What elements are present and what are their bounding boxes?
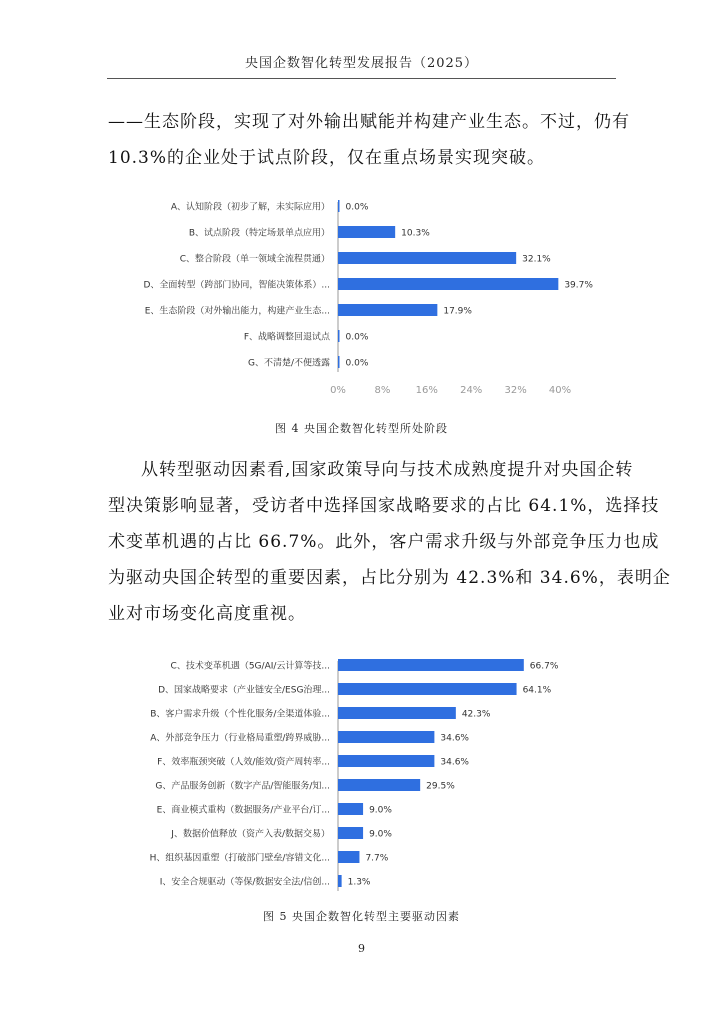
category-label: F、效率瓶颈突破（人效/能效/资产周转率... <box>157 757 330 768</box>
bar <box>338 659 524 671</box>
data-label: 0.0% <box>345 202 369 213</box>
bar <box>338 683 517 695</box>
category-label: I、安全合规驱动（等保/数据安全法/信创... <box>159 877 330 888</box>
category-label: D、全面转型（跨部门协同，智能决策体系）... <box>143 280 330 291</box>
bar <box>338 226 395 238</box>
data-label: 34.6% <box>440 757 469 768</box>
x-tick-label: 8% <box>374 385 391 396</box>
paragraph-2-line: 术变革机遇的占比 66.7%。此外，客户需求升级与外部竞争压力也成 <box>108 532 660 552</box>
paragraph-2-line: 从转型驱动因素看,国家政策导向与技术成熟度提升对央国企转 <box>141 460 634 480</box>
category-label: B、试点阶段（特定场景单点应用） <box>188 228 330 239</box>
running-header: 央国企数智化转型发展报告（2025） <box>244 56 479 71</box>
paragraph-2-line: 业对市场变化高度重视。 <box>108 604 306 624</box>
data-label: 9.0% <box>369 829 392 840</box>
figure-4-caption: 图 4 央国企数智化转型所处阶段 <box>275 422 448 435</box>
bar <box>338 200 340 212</box>
figure-5-caption: 图 5 央国企数智化转型主要驱动因素 <box>263 910 460 923</box>
x-tick-label: 16% <box>415 385 438 396</box>
category-label: E、商业模式重构（数据服务/产业平台/订... <box>156 805 330 816</box>
category-label: F、战略调整回退试点 <box>243 332 330 343</box>
data-label: 66.7% <box>529 661 559 672</box>
x-tick-label: 40% <box>548 385 572 396</box>
data-label: 17.9% <box>443 306 472 317</box>
data-label: 10.3% <box>401 228 430 239</box>
driver-bar-chart <box>0 650 723 900</box>
bar <box>338 707 456 719</box>
data-label: 34.6% <box>440 733 469 744</box>
data-label: 1.3% <box>347 877 371 888</box>
category-label: D、国家战略要求（产业链安全/ESG治理... <box>158 685 330 696</box>
data-label: 32.1% <box>522 254 551 265</box>
x-tick-label: 0% <box>330 385 346 396</box>
category-label: A、外部竞争压力（行业格局重塑/跨界威胁... <box>150 733 330 744</box>
stage-bar-chart <box>0 192 723 397</box>
bar <box>338 803 363 815</box>
bar <box>338 278 558 290</box>
page-number: 9 <box>358 942 365 955</box>
data-label: 39.7% <box>564 280 593 291</box>
paragraph-1-line: 10.3%的企业处于试点阶段，仅在重点场景实现突破。 <box>108 148 546 168</box>
bar <box>338 252 516 264</box>
category-label: G、产品服务创新（数字产品/智能服务/知... <box>155 781 330 792</box>
bar <box>338 875 342 887</box>
bar <box>338 330 340 342</box>
bar <box>338 851 359 863</box>
data-label: 64.1% <box>522 685 552 696</box>
paragraph-2-line: 为驱动央国企转型的重要因素，占比分别为 42.3%和 34.6%，表明企 <box>108 568 671 588</box>
data-label: 0.0% <box>345 332 369 343</box>
data-label: 0.0% <box>345 358 369 369</box>
bar <box>338 731 434 743</box>
paragraph-2 <box>108 452 671 632</box>
x-tick-label: 24% <box>460 385 483 396</box>
bar <box>338 827 363 839</box>
bar <box>338 755 434 767</box>
category-label: C、技术变革机遇（5G/AI/云计算等技... <box>170 661 330 672</box>
data-label: 42.3% <box>461 709 491 720</box>
category-label: J、数据价值释放（资产入表/数据交易） <box>171 829 330 840</box>
data-label: 7.7% <box>365 853 389 864</box>
category-label: G、不清楚/不便透露 <box>247 358 330 369</box>
x-tick-label: 32% <box>504 385 527 396</box>
category-label: E、生态阶段（对外输出能力，构建产业生态... <box>144 306 330 317</box>
data-label: 9.0% <box>369 805 392 816</box>
category-label: C、整合阶段（单一领域全流程贯通） <box>179 254 330 265</box>
bar <box>338 304 437 316</box>
data-label: 29.5% <box>426 781 455 792</box>
category-label: A、认知阶段（初步了解，未实际应用） <box>170 202 330 213</box>
header-rule <box>107 78 616 79</box>
paragraph-2-line: 型决策影响显著，受访者中选择国家战略要求的占比 64.1%，选择技 <box>108 496 660 516</box>
bar <box>338 779 420 791</box>
paragraph-1-line: ——生态阶段，实现了对外输出赋能并构建产业生态。不过，仍有 <box>108 112 630 132</box>
bar <box>338 356 340 368</box>
paragraph-1 <box>108 104 630 176</box>
category-label: B、客户需求升级（个性化服务/全渠道体验... <box>150 709 330 720</box>
category-label: H、组织基因重塑（打破部门壁垒/容错文化... <box>149 853 330 864</box>
